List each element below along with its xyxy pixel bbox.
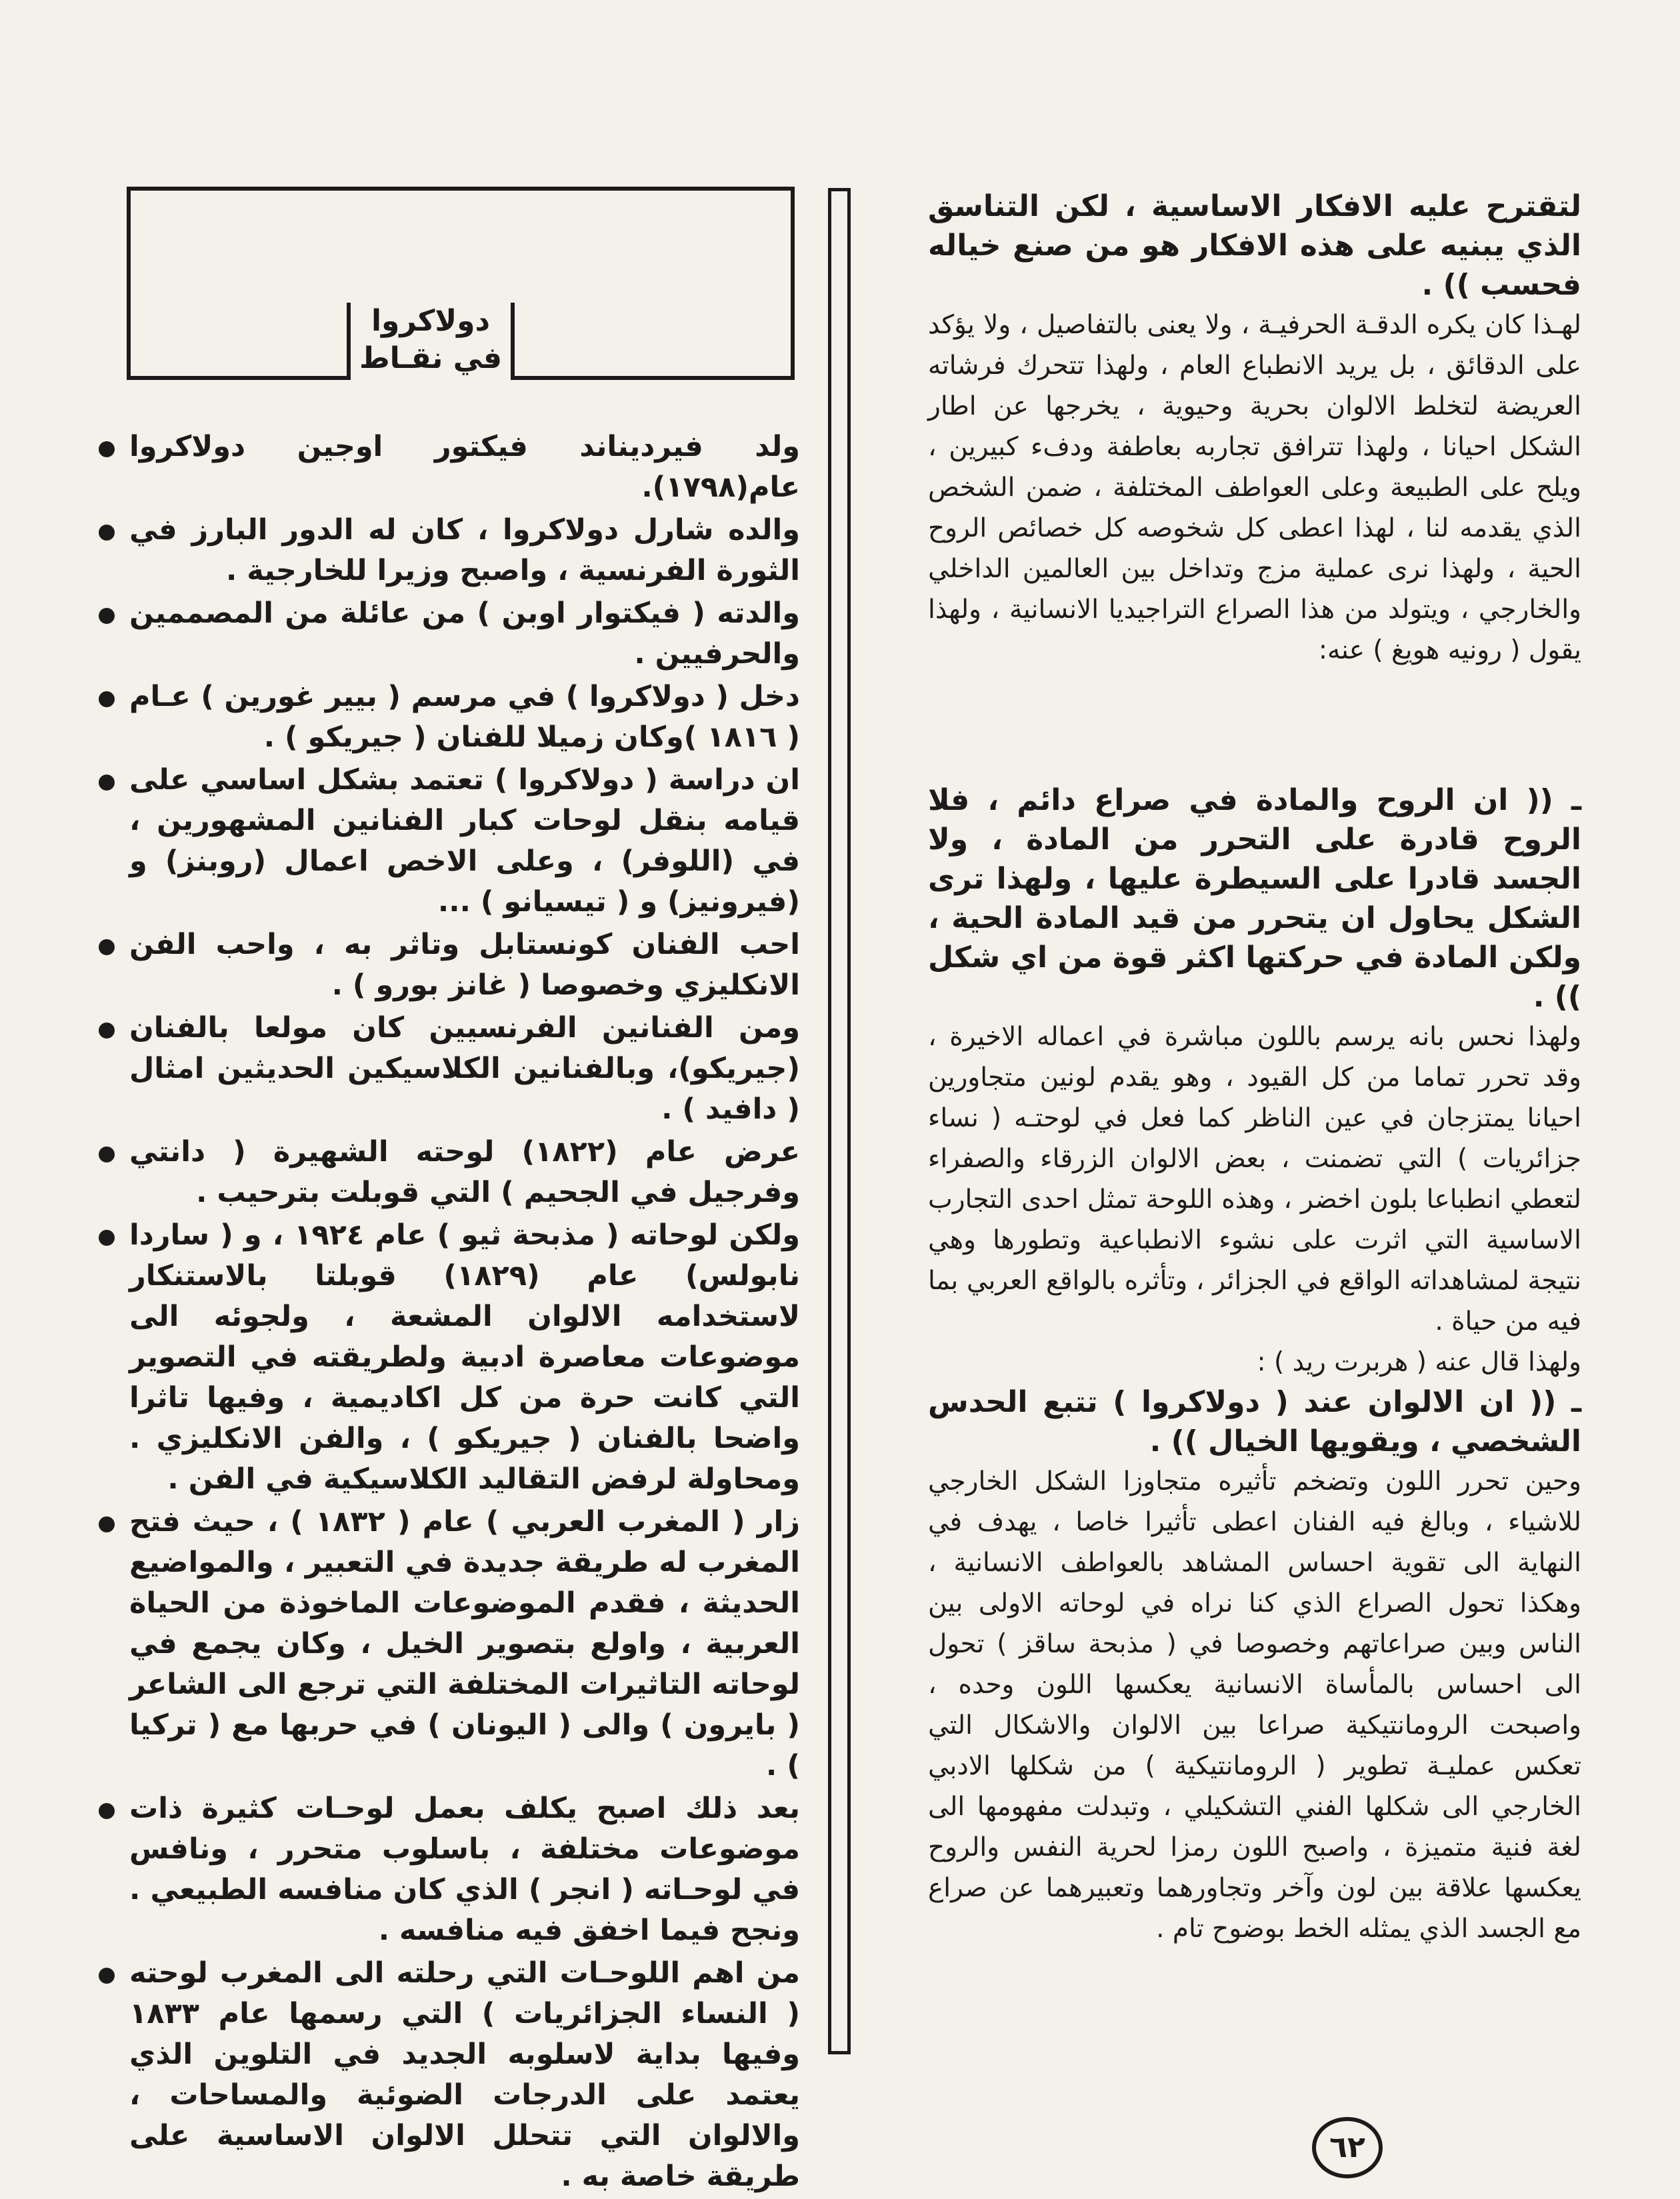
article-paragraph-4: وحين تحرر اللون وتضخم تأثيره متجاوزا الشكل الخارجي للاشياء ، وبالغ فيه الفنان اعطى تأثيرا خاصا ، يهدف في النهاية الى تقوية احساس المشاهد بالعواطف الانسانية ، وهكذا تحول الصراع الذي كنا نراه في لوحاته الاولى بين الناس وبين صراعاتهم وخصوصا في ( مذبحة ساقز ) تحول الى احساس بالمأساة الانسانية يعكسها اللون وحده ، واصبحت الرومانتيكية صراعا بين الالوان والاشكال التي تعكس عمليـة تطوير ( الرومانتيكية ) من شكلها الادبي الخارجي الى شكلها الفني التشكيلي ، وتبدلت مفهومها الى لغة فنية متميزة ، واصبح اللون رمزا لحرية النفس والروح يعكسها علاقة بين لون وآخر وتجاورهما وتعبيرهما عن صراع مع الجسد الذي يمثله الخط بوضوح تام . [928,1466,1581,1944]
bullet-icon [99,1968,115,1984]
list-item-text: ولد فيرديناند فيكتور اوجين دولاكروا عام(١٧٩٨). [129,430,800,504]
list-item [99,593,800,675]
list-item [99,427,800,508]
bullet-icon [99,1516,115,1532]
list-item [99,1788,800,1951]
bullet-icon [99,691,115,707]
list-item [99,1132,800,1213]
article-quote-read: ـ (( ان الالوان عند ( دولاكروا ) تتبع الحدس الشخصي ، ويقويها الخيال )) . [928,1385,1581,1458]
list-item [99,1953,800,2197]
list-item-text: بعد ذلك اصبح يكلف بعمل لوحـات كثيرة ذات موضوعات مختلفة ، باسلوب متحرر ، ونافس في لوحـاته ( انجر ) الذي كان منافسه الطبيعي . ونجح فيما اخفق فيه منافسه . [129,1792,800,1947]
sidebar-column [99,427,800,2199]
list-item-text: والده شارل دولاكروا ، كان له الدور البارز في الثورة الفرنسية ، واصبح وزيرا للخارجية . [129,513,800,587]
list-item-text: دخل ( دولاكروا ) في مرسم ( بيير غورين ) عـام ( ١٨١٦ )وكان زميلا للفنان ( جيريكو ) . [129,680,800,754]
article-column [928,187,1581,2120]
list-item-text: احب الفنان كونستابل وتاثر به ، واحب الفن الانكليزي وخصوصا ( غانز بورو ) . [129,928,800,1002]
list-item-text: ولكن لوحاته ( مذبحة ثيو ) عام ١٩٢٤ ، و ( ساردا نابولس) عام (١٨٢٩) قوبلتا بالاستنكار لاستخدامه الالوان المشعة ، ولجوئه الى موضوعات معاصرة ادبية ولطريقته في التصوير التي كانت حرة من كل اكاديمية ، وفيها تاثرا واضحا بالفنان ( جيريكو ) ، والفن الانكليزي . ومحاولة لرفض التقاليد الكلاسيكية في الفن . [129,1218,800,1496]
list-item [99,1008,800,1130]
article-paragraph-1: لهـذا كان يكره الدقـة الحرفيـة ، ولا يعنى بالتفاصيل ، ولا يؤكد على الدقائق ، بل يريد الانطباع العام ، ولهذا تتحرك فرشاته العريضة لتخلط الالوان بحرية وحيوية ، يخرجها عن اطار الشكل احيانا ، ولهذا تترافق تجاربه بعاطفة ودفء كبيرين ، ويلح على الطبيعة وعلى العواطف المختلفة ، ضمن الشخص الذي يقدمه لنا ، لهذا اعطى كل شخوصه كل خصائص الروح الحية ، ولهذا نرى عملية مزج وتداخل بين العالمين الداخلي والخارجي ، ويتولد من هذا الصراع التراجيديا الانسانية ، ولهذا يقول ( رونيه هويغ ) عنه: [928,310,1581,665]
list-item-text: والدته ( فيكتوار اوبن ) من عائلة من المصممين والحرفيين . [129,597,800,671]
list-item-text: ان دراسة ( دولاكروا ) تعتمد بشكل اساسي على قيامه بنقل لوحات كبار الفنانين المشهورين ، في (اللوفر) ، وعلى الاخص اعمال (روبنز) و (فيرونيز) و ( تيسيانو ) ... [129,763,800,919]
list-item-text: عرض عام (١٨٢٢) لوحته الشهيرة ( دانتي وفرجيل في الجحيم ) التي قوبلت بترحيب . [129,1135,800,1209]
bullet-icon [99,1023,115,1039]
article-quote-opening: لتقترح عليه الافكار الاساسية ، لكن التناسق الذي يبنيه على هذه الافكار هو من صنع خياله فحسب )) . [928,189,1581,302]
article-paragraph-3: ولهذا قال عنه ( هربرت ريد ) : [1257,1347,1581,1377]
list-item [99,760,800,923]
sidebar-title-line-2: في نقـاط [359,341,503,375]
bullet-icon [99,1803,115,1819]
bullet-icon [99,1146,115,1162]
list-item [99,677,800,758]
bullet-icon [99,441,115,457]
sidebar-title [347,303,515,380]
fact-list [99,427,800,2197]
list-item [99,1502,800,1786]
list-item [99,925,800,1006]
list-item [99,1215,800,1500]
article-quote-huyghe: ـ (( ان الروح والمادة في صراع دائم ، فلا الروح قادرة على التحرر من المادة ، ولا الجسد قادرا على السيطرة عليها ، ولهذا ترى الشكل يحاول ان يتحرر من قيد المادة الحية ، ولكن المادة في حركتها اكثر قوة من اي شكل )) . [928,783,1581,1014]
bullet-icon [99,775,115,791]
list-item-text: من اهم اللوحـات التي رحلته الى المغرب لوحته ( النساء الجزائريات ) التي رسمها عام ١٨٣٣ وفيها بداية لاسلوبه الجديد في التلوين الذي يعتمد على الدرجات الضوئية والمساحات ، والالوان التي تتحلل الالوان الاساسية على طريقة خاصة به . [129,1956,800,2193]
bullet-icon [99,525,115,541]
bullet-icon [99,608,115,624]
page-number: ٦٢ [1312,2117,1383,2178]
sidebar-title-line-1: دولاكروا [371,304,491,338]
article-paragraph-2: ولهذا نحس بانه يرسم باللون مباشرة في اعماله الاخيرة ، وقد تحرر تماما من كل القيود ، وهو يقدم لونين متجاورين احيانا يمتزجان في عين الناظر كما فعل في لوحتـه ( نساء جزائريات ) التي تضمنت ، بعض الالوان الزرقاء والصفراء لتعطي انطباعا بلون اخضر ، وهذه اللوحة تمثل احدى التجارب الاساسية التي اثرت على نشوء الانطباعية وتطورها وهي نتيجة لمشاهداته الواقع في الجزائر ، وتأثره بالواقع العربي بما فيه من حياة . [928,1022,1581,1336]
list-item-text: زار ( المغرب العربي ) عام ( ١٨٣٢ ) ، حيث فتح المغرب له طريقة جديدة في التعبير ، والمواضيع الحديثة ، فقدم الموضوعات الماخوذة من الحياة العربية ، واولع بتصوير الخيل ، وكان يجمع في لوحاته التاثيرات المختلفة التي ترجع الى الشاعر ( بايرون ) والى ( اليونان ) في حربها مع ( تركيا ) . [129,1505,800,1782]
list-item-text: ومن الفنانين الفرنسيين كان مولعا بالفنان (جيريكو)، وبالفنانين الكلاسيكين الحديثين امثال ( دافيد ) . [129,1011,800,1126]
bullet-icon [99,1230,115,1246]
column-divider [828,188,851,2054]
bullet-icon [99,939,115,955]
list-item [99,510,800,591]
